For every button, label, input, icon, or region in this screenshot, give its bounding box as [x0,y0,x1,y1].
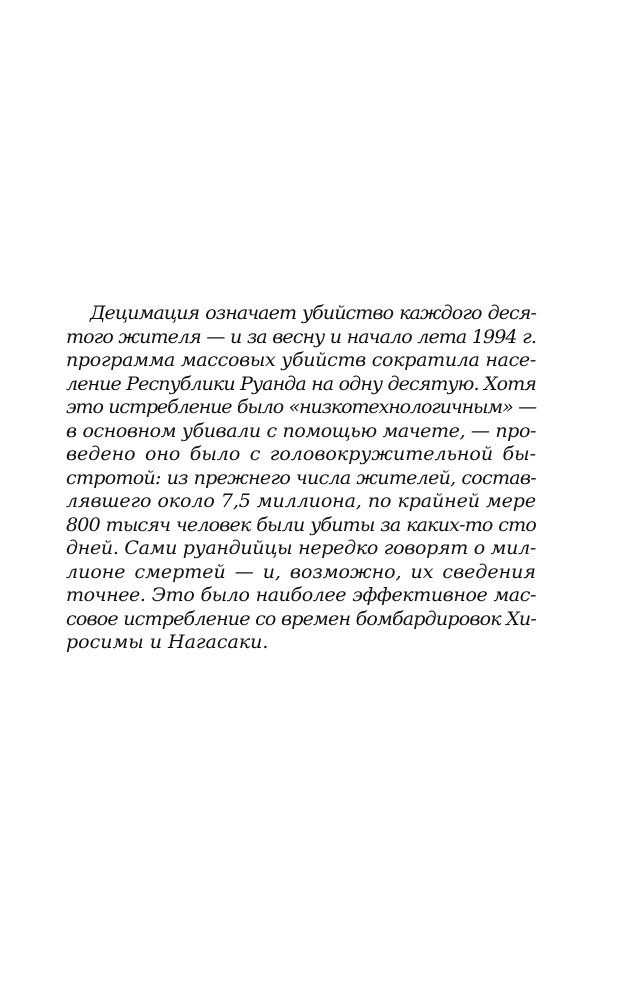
text-line: лявшего около 7,5 миллиона, по крайней мере [66,490,536,512]
text-line: росимы и Нагасаки. [66,631,269,653]
paragraph [66,302,536,655]
text-line: совое истребление со времен бомбардировок Хи- [66,607,536,630]
text-line: 800 тысяч человек были убиты за каких-то сто [66,513,536,536]
text-line: Децимация означает убийство каждого деся- [90,302,536,324]
text-line: того жителя — и за весну и начало лета 1994 г. [66,325,536,348]
text-line: дней. Сами руандийцы нередко говорят о мил- [66,537,536,559]
text-line: программа массовых убийств сократила насе- [66,349,536,371]
text-line: точнее. Это было наиболее эффективное мас- [66,584,536,606]
text-line: ление Республики Руанда на одну десятую. Хотя [66,372,536,395]
text-line: лионе смертей — и, возможно, их сведения [66,560,536,583]
text-line: это истребление было «низкотехнологичным» — [66,396,536,418]
text-line: в основном убивали с помощью мачете, — про- [66,419,536,442]
text-line: стротой: из прежнего числа жителей, состав- [66,466,536,489]
text-line: ведено оно было с головокружительной бы- [66,443,536,465]
